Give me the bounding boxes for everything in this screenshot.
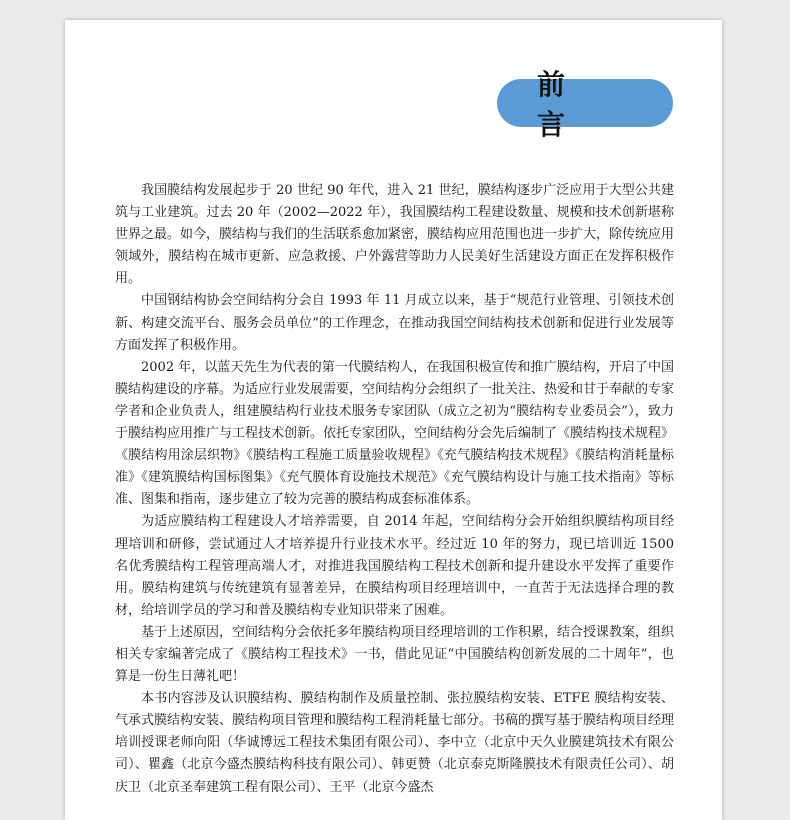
- paragraph: 基于上述原因，空间结构分会依托多年膜结构项目经理培训的工作积累，结合授课教案，组织相关专家编著完成了《膜结构工程技术》一书，借此见证“中国膜结构创新发展的二十周年”，也算是一份生日薄礼吧！: [115, 624, 675, 685]
- paragraph: 我国膜结构发展起步于 20 世纪 90 年代，进入 21 世纪，膜结构逐步广泛应用于大型公共建筑与工业建筑。过去 20 年（2002—2022 年），我国膜结构工程建设数量、规模和技术创新堪称世界之最。如今，膜结构与我们的生活联系愈加紧密，膜结构应用范围也进一步扩大，除传统应用领域外，膜结构在城市更新、应急救援、户外露营等助力人民美好生活建设方面正在发挥积极作用。: [115, 183, 675, 287]
- preface-heading: 前 言: [497, 79, 673, 127]
- paragraph: 为适应膜结构工程建设人才培养需要，自 2014 年起，空间结构分会开始组织膜结构项目经理培训和研修，尝试通过人才培养提升行业技术水平。经过近 10 年的努力，现已培训近 1500 名优秀膜结构工程管理高端人才，对推进我国膜结构工程技术创新和提升建设水平发挥了重要作用。膜结构建筑与传统建筑有显著差异，在膜结构项目经理培训中，一直苦于无法选择合理的教材，给培训学员的学习和普及膜结构专业知识带来了困难。: [115, 514, 674, 618]
- preface-body: [115, 180, 674, 799]
- paragraph: 中国钢结构协会空间结构分会自 1993 年 11 月成立以来，基于“规范行业管理、引领技术创新、构建交流平台、服务会员单位”的工作理念，在推动我国空间结构技术创新和促进行业发展等方面发挥了积极作用。: [115, 293, 674, 353]
- document-page: [65, 20, 722, 820]
- paragraph: 本书内容涉及认识膜结构、膜结构制作及质量控制、张拉膜结构安装、ETFE 膜结构安装、气承式膜结构安装、膜结构项目管理和膜结构工程消耗量七部分。书稿的撰写基于膜结构项目经理培训授课老师向阳（华诚博远工程技术集团有限公司）、李中立（北京中天久业膜建筑技术有限公司）、瞿鑫（北京今盛杰膜结构科技有限公司）、韩更赞（北京泰克斯隆膜技术有限责任公司）、胡庆卫（北京圣奉建筑工程有限公司）、王平（北京今盛杰: [115, 691, 675, 795]
- paragraph: 2002 年，以蓝天先生为代表的第一代膜结构人，在我国积极宣传和推广膜结构，开启了中国膜结构建设的序幕。为适应行业发展需要，空间结构分会组织了一批关注、热爱和甘于奉献的专家学者和企业负责人，组建膜结构行业技术服务专家团队（成立之初为“膜结构专业委员会”），致力于膜结构应用推广与工程技术创新。依托专家团队，空间结构分会先后编制了《膜结构技术规程》《膜结构用涂层织物》《膜结构工程施工质量验收规程》《充气膜结构技术规程》《膜结构消耗量标准》《建筑膜结构国标图集》《充气膜体育设施技术规范》《充气膜结构设计与施工技术指南》等标准、图集和指南，逐步建立了较为完善的膜结构成套标准体系。: [115, 359, 675, 508]
